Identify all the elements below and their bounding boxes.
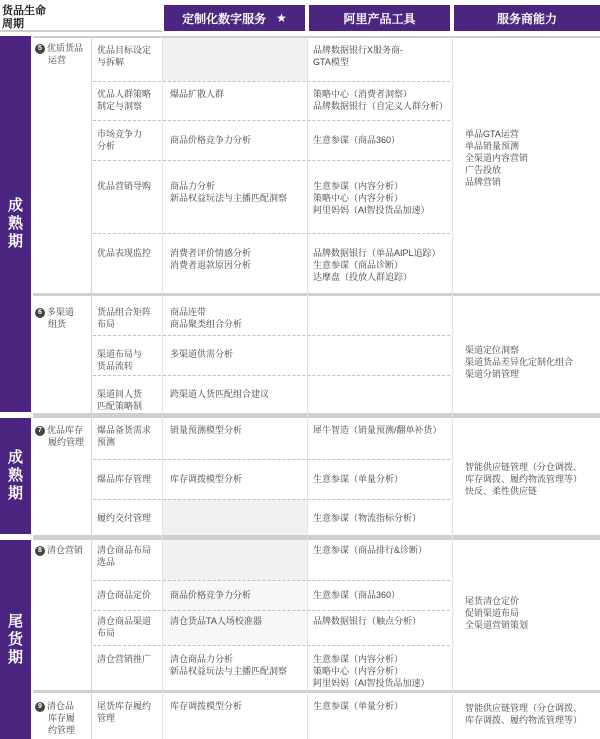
- row-item: 优品营销导购: [97, 181, 152, 191]
- row-divider: [93, 645, 450, 646]
- row-service: 商品价格竞争力分析: [170, 590, 252, 600]
- row-divider: [93, 580, 450, 581]
- row-service: 商品连带 商品聚类组合分析: [170, 307, 243, 329]
- row-item: 渠道布局与 货品流转: [97, 349, 143, 371]
- row-divider: [93, 335, 450, 336]
- row-divider: [93, 81, 450, 82]
- section-bar: [33, 293, 600, 296]
- row-item: 货品组合矩阵 布局: [97, 307, 152, 329]
- row-tools: 品牌数据银行（单品AIPL追踪） 生意参谋（商品诊断） 达摩盘（投放人群追踪）: [313, 248, 441, 282]
- empty-service-cell: [163, 540, 307, 580]
- row-divider: [93, 610, 450, 611]
- row-item: 清仓商品渠道 布局: [97, 616, 152, 638]
- ability-block: 渠道定位洞察 渠道货品差异化定制化组合 渠道分销管理: [465, 345, 574, 379]
- section-bar: [33, 690, 600, 693]
- ability-block: 单品GTA运营 单品销量预测 全渠道内容营销 广告投放 品牌营销: [465, 129, 529, 187]
- row-item: 优品人群策略 制定与洞察: [97, 89, 152, 111]
- number-badge: 7: [35, 426, 45, 436]
- phase-mature-2: 成 熟 期: [0, 418, 31, 534]
- row-service: 销量预测模型分析: [170, 425, 243, 435]
- group-label-clearance: 8 清仓营销: [35, 544, 83, 556]
- row-item: 市场竞争力 分析: [97, 129, 143, 151]
- row-tools: 生意参谋（商品360）: [313, 590, 401, 600]
- col-header-custom-service: 定制化数字服务 ★: [164, 5, 305, 31]
- row-service: 库存调拨模型分析: [170, 474, 243, 484]
- row-service: 库存调拨模型分析: [170, 701, 243, 711]
- row-service: 跨渠道人货匹配组合建议: [170, 389, 270, 399]
- group-label-clearance-inventory: 9 清仓品 库存履 约管理: [35, 700, 75, 736]
- ability-block: 尾货清仓定价 促销渠道布局 全渠道营销策划: [465, 596, 529, 630]
- ability-block: 智能供应链管理（分仓调拨、 库存调拨、履约物流管理等）: [465, 703, 583, 725]
- number-badge: 6: [35, 308, 45, 318]
- row-tools: 生意参谋（商品排行&诊断）: [313, 545, 428, 555]
- row-item: 履约交付管理: [97, 513, 152, 523]
- number-badge: 8: [35, 546, 45, 556]
- group-label-multichannel: 6 多渠道 组货: [35, 306, 74, 330]
- row-tools: 品牌数据银行（触点分析）: [313, 616, 422, 626]
- group-label-quality-ops: 5 优质货品 运营: [35, 42, 83, 66]
- row-divider: [93, 160, 450, 161]
- col-header-provider-ability: 服务商能力: [454, 5, 600, 31]
- row-service: 多渠道供需分析: [170, 349, 234, 359]
- row-item: 清仓营销推广: [97, 654, 152, 664]
- column-divider: [307, 38, 308, 739]
- row-tools: 品牌数据银行X服务商- GTA模型: [313, 45, 404, 67]
- row-service: 爆品扩散人群: [170, 89, 225, 99]
- row-tools: 生意参谋（物流指标分析）: [313, 513, 422, 523]
- row-service: 清仓商品力分析 新品权益玩法与主播匹配洞察: [170, 654, 288, 676]
- row-item: 清仓商品定价: [97, 590, 152, 600]
- lifecycle-header: 货品生命 周期: [2, 5, 46, 30]
- row-service: 商品价格竞争力分析: [170, 135, 252, 145]
- section-bar: [33, 413, 600, 418]
- row-tools: 犀牛智造（销量预测/翻单补货）: [313, 425, 442, 435]
- row-divider: [93, 459, 450, 460]
- group-label-inventory: 7 优品库存 履约管理: [35, 424, 84, 448]
- number-badge: 9: [35, 702, 45, 712]
- column-divider: [452, 38, 453, 739]
- row-item: 尾货库存履约 管理: [97, 701, 152, 723]
- col-header-ali-tools: 阿里产品工具: [309, 5, 450, 31]
- row-tools: 生意参谋（内容分析） 策略中心（内容分析） 阿里妈妈（AI智投货品加速）: [313, 181, 430, 215]
- row-item: 爆品备货需求 预测: [97, 425, 152, 447]
- section-bar: [33, 36, 600, 38]
- row-divider: [93, 120, 450, 121]
- row-service: 商品力分析 新品权益玩法与主播匹配洞察: [170, 181, 288, 203]
- row-service: 消费者评价情感分析 消费者退款原因分析: [170, 248, 252, 270]
- row-tools: 生意参谋（单量分析）: [313, 474, 404, 484]
- row-tools: 生意参谋（单量分析）: [313, 701, 404, 711]
- empty-service-cell: [163, 38, 307, 81]
- phase-mature-1: 成 熟 期: [0, 36, 31, 412]
- row-item: 渠道间人货 匹配策略制: [97, 389, 143, 411]
- header-underline: [0, 30, 162, 32]
- row-divider: [93, 499, 450, 500]
- row-divider: [93, 375, 450, 376]
- number-badge: 5: [35, 44, 45, 54]
- section-bar: [33, 535, 600, 540]
- column-divider: [91, 38, 92, 739]
- row-tools: 生意参谋（内容分析） 策略中心（内容分析） 阿里妈妈（AI智投货品加速）: [313, 654, 430, 688]
- row-item: 爆品库存管理: [97, 474, 152, 484]
- ability-block: 智能供应链管理（分仓调拨、 库存调拨、履约物流管理等） 快反、柔性供应链: [465, 462, 583, 496]
- row-service: 清仓货品TA人场校准器: [170, 616, 262, 626]
- row-item: 优品目标设定 与拆解: [97, 45, 152, 67]
- row-tools: 生意参谋（商品360）: [313, 135, 401, 145]
- row-item: 优品表现监控: [97, 248, 152, 258]
- row-divider: [93, 233, 450, 234]
- phase-tail: 尾 货 期: [0, 540, 31, 739]
- star-icon: ★: [276, 11, 287, 25]
- row-item: 清仓商品布局 选品: [97, 545, 152, 567]
- row-tools: 策略中心（消费者洞察） 品牌数据银行（自定义人群分析）: [313, 89, 449, 111]
- empty-service-cell: [163, 499, 307, 535]
